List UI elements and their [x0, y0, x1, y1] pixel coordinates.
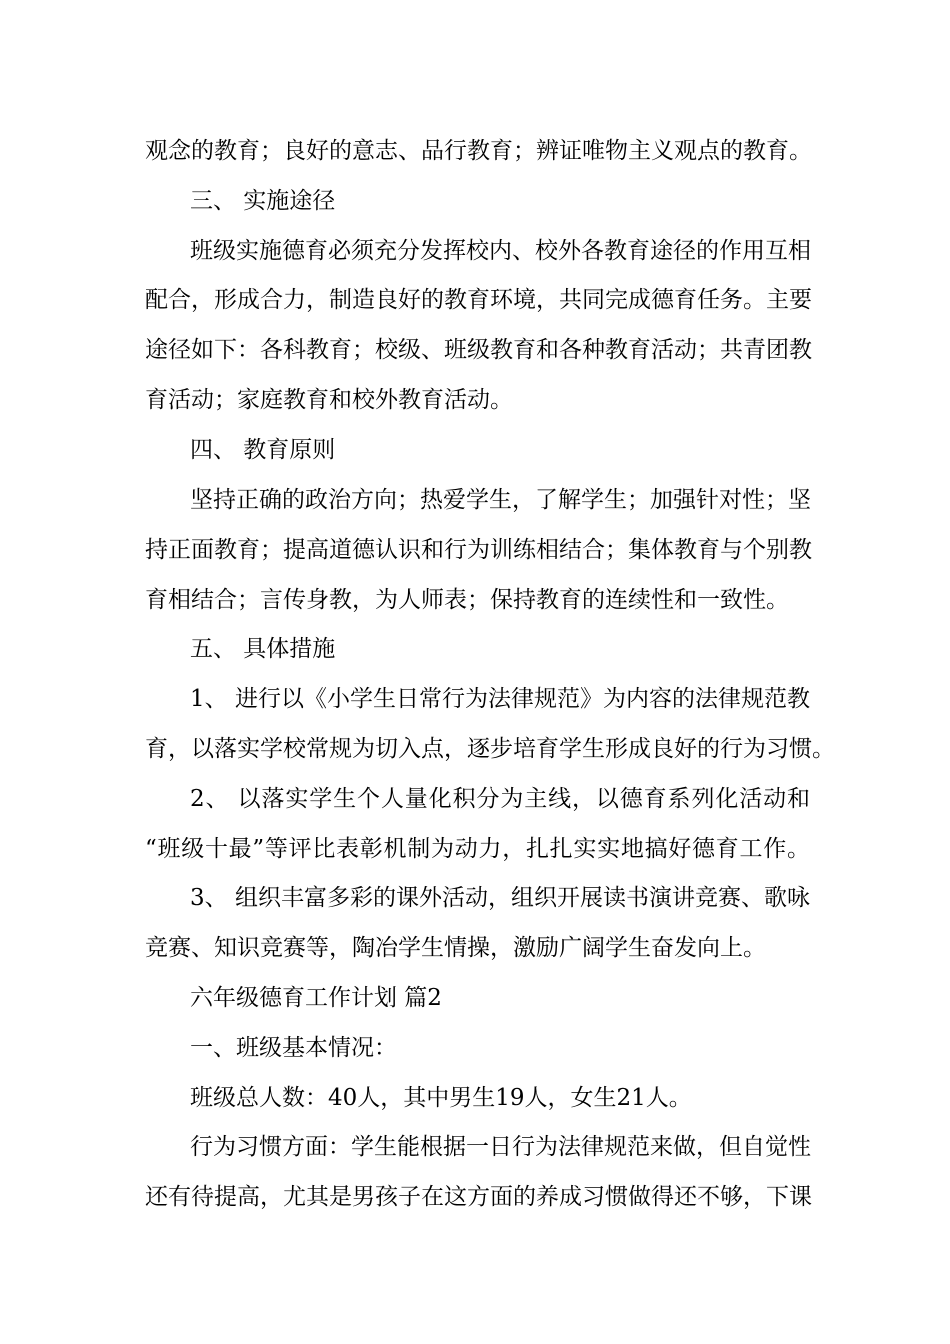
- paragraph-line: 育相结合；言传身教，为人师表；保持教育的连续性和一致性。: [145, 587, 789, 613]
- paragraph-line: 3、 组织丰富多彩的课外活动，组织开展读书演讲竞赛、歌咏: [190, 885, 810, 911]
- document-subtitle: 六年级德育工作计划 篇2: [190, 985, 442, 1011]
- paragraph-line: “班级十最”等评比表彰机制为动力，扎扎实实地搞好德育工作。: [145, 836, 810, 862]
- paragraph-line: 坚持正确的政治方向；热爱学生，了解学生；加强针对性；坚: [190, 487, 811, 513]
- section-heading-class-info: 一、班级基本情况：: [190, 1035, 397, 1061]
- paragraph-line: 行为习惯方面：学生能根据一日行为法律规范来做，但自觉性: [190, 1134, 811, 1160]
- paragraph-line: 竞赛、知识竞赛等，陶冶学生情操，激励广阔学生奋发向上。: [145, 935, 766, 961]
- paragraph-line: 2、 以落实学生个人量化积分为主线，以德育系列化活动和: [190, 786, 810, 812]
- section-heading-implementation: 三、 实施途径: [190, 188, 336, 214]
- paragraph-line: 1、 进行以《小学生日常行为法律规范》为内容的法律规范教: [190, 686, 810, 712]
- paragraph-line: 还有待提高，尤其是男孩子在这方面的养成习惯做得还不够，下课: [145, 1184, 812, 1210]
- section-heading-measures: 五、 具体措施: [190, 636, 336, 662]
- paragraph-line: 班级总人数：40人，其中男生19人，女生21人。: [190, 1085, 692, 1111]
- paragraph-line: 育，以落实学校常规为切入点，逐步培育学生形成良好的行为习惯。: [145, 736, 835, 762]
- paragraph-line: 观念的教育；良好的意志、品行教育；辨证唯物主义观点的教育。: [145, 138, 812, 164]
- paragraph-line: 配合，形成合力，制造良好的教育环境，共同完成德育任务。主要: [145, 287, 812, 313]
- paragraph-line: 途径如下：各科教育；校级、班级教育和各种教育活动；共青团教: [145, 337, 812, 363]
- paragraph-line: 育活动；家庭教育和校外教育活动。: [145, 387, 513, 413]
- paragraph-line: 班级实施德育必须充分发挥校内、校外各教育途径的作用互相: [190, 238, 811, 264]
- section-heading-principles: 四、 教育原则: [190, 437, 336, 463]
- paragraph-line: 持正面教育；提高道德认识和行为训练相结合；集体教育与个别教: [145, 537, 812, 563]
